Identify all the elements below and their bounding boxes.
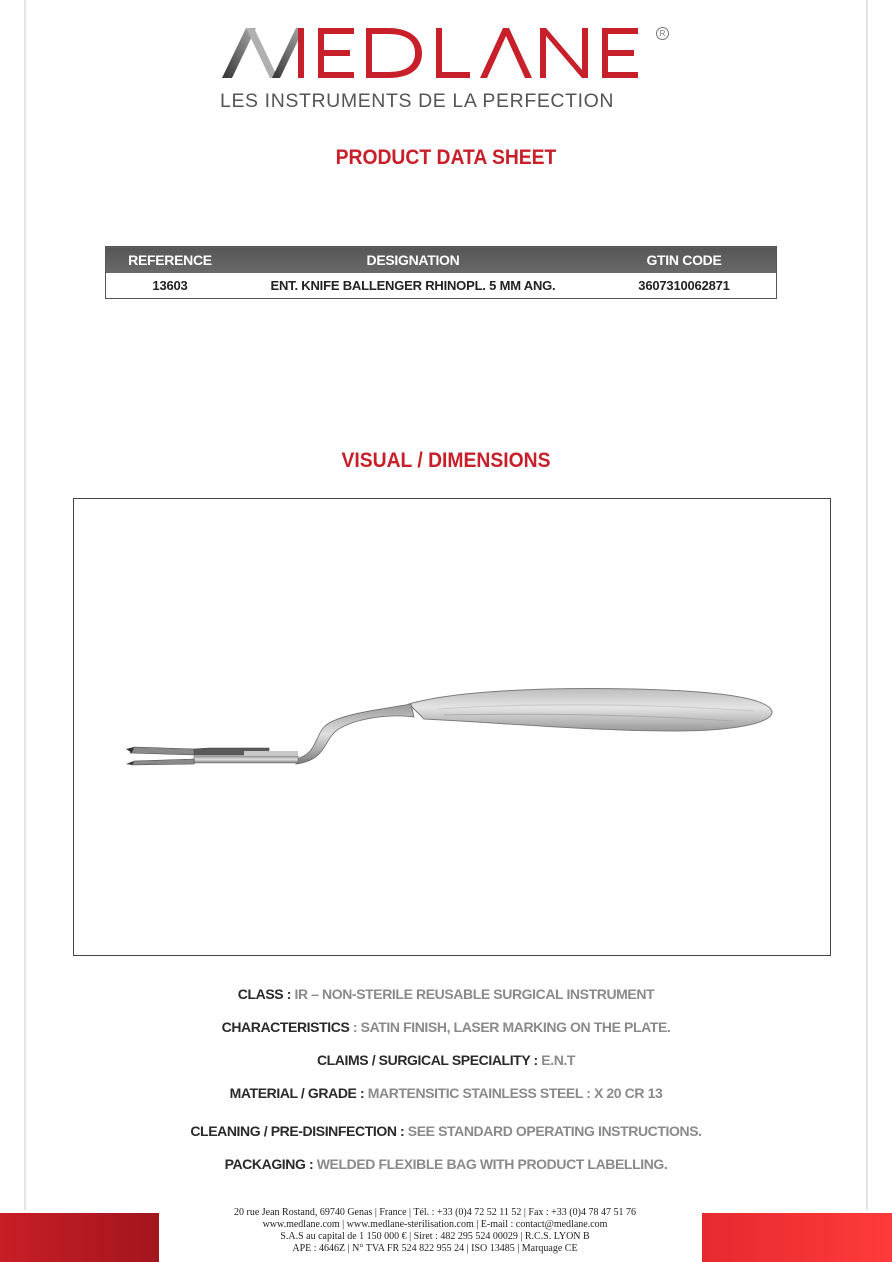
cell-reference: 13603 — [152, 278, 188, 293]
medlane-wordmark — [218, 22, 658, 86]
surgical-knife-image — [74, 499, 830, 955]
spec-claims: CLAIMS / SURGICAL SPECIALITY : E.N.T — [316, 1052, 576, 1068]
product-data-sheet-title: PRODUCT DATA SHEET — [335, 146, 557, 169]
header-designation: DESIGNATION — [234, 247, 592, 274]
cell-gtin-code: 3607310062871 — [638, 278, 730, 293]
header-reference: REFERENCE — [106, 247, 235, 274]
footer-address: 20 rue Jean Rostand, 69740 Genas | France | Tél. : +33 (0)4 72 52 11 52 | Fax : +33 (0)4 78 47 51 76 — [234, 1207, 636, 1218]
registered-mark: R — [656, 27, 669, 40]
footer-legal: S.A.S au capital de 1 150 000 € | Siret : 482 295 524 00029 | R.C.S. LYON B — [280, 1231, 590, 1242]
spec-packaging: PACKAGING : WELDED FLEXIBLE BAG WITH PRODUCT LABELLING. — [224, 1156, 668, 1172]
spec-class: CLASS : IR – NON-STERILE REUSABLE SURGICAL INSTRUMENT — [237, 986, 655, 1002]
cell-designation: ENT. KNIFE BALLENGER RHINOPL. 5 MM ANG. — [270, 278, 556, 293]
footer-registration: APE : 4646Z | N° TVA FR 524 822 955 24 | ISO 13485 | Marquage CE — [292, 1243, 578, 1254]
spec-cleaning: CLEANING / PRE-DISINFECTION : SEE STANDARD OPERATING INSTRUCTIONS. — [190, 1123, 702, 1139]
visual-dimensions-title: VISUAL / DIMENSIONS — [341, 449, 551, 472]
spec-characteristics: CHARACTERISTICS : SATIN FINISH, LASER MARKING ON THE PLATE. — [221, 1019, 671, 1035]
medlane-logo — [218, 22, 678, 117]
reference-table — [105, 246, 777, 299]
spec-material: MATERIAL / GRADE : MARTENSITIC STAINLESS STEEL : X 20 CR 13 — [229, 1085, 663, 1101]
footer-company-info — [170, 1207, 700, 1255]
product-visual-frame — [73, 498, 831, 956]
table-header-row — [106, 247, 777, 274]
brand-tagline: LES INSTRUMENTS DE LA PERFECTION — [220, 90, 615, 112]
header-gtin-code: GTIN CODE — [592, 247, 777, 274]
footer-red-bar-left — [0, 1213, 159, 1262]
table-row — [106, 273, 777, 299]
footer-web: www.medlane.com | www.medlane-sterilisation.com | E-mail : contact@medlane.com — [262, 1219, 608, 1230]
footer-red-bar-right — [702, 1213, 892, 1262]
